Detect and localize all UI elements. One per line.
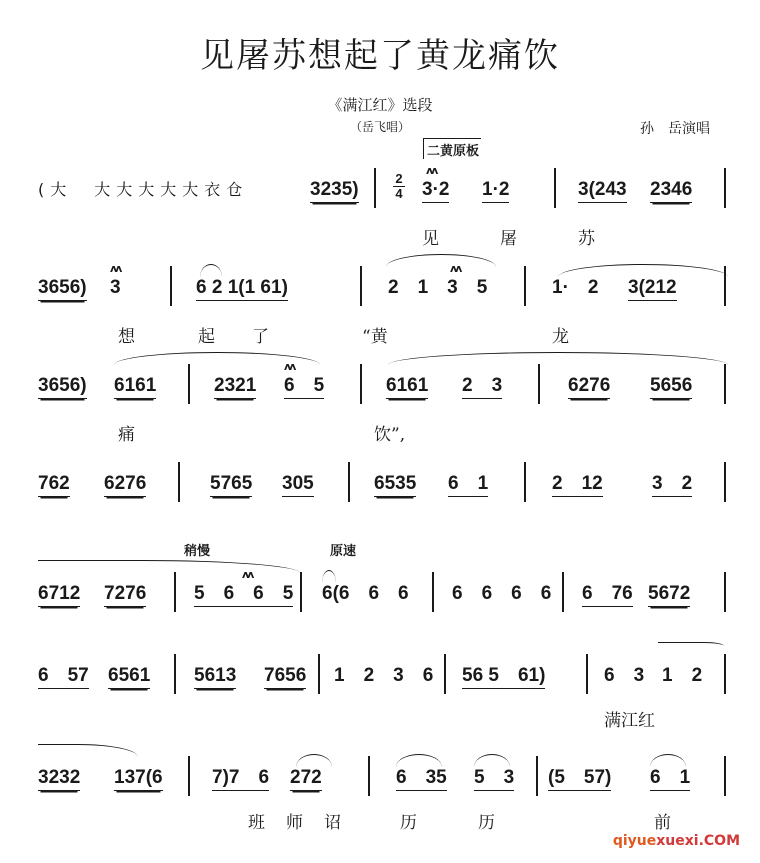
note-group: (5 57) <box>548 766 611 791</box>
bar-line <box>188 756 190 796</box>
note-group: 6712 <box>38 582 80 607</box>
note-group: 56 5 61) <box>462 664 545 689</box>
bar-line <box>368 756 370 796</box>
slur-mark <box>386 254 496 267</box>
bar-line <box>188 364 190 404</box>
note-group: 6 5 <box>284 374 324 399</box>
lyric-char: 历 <box>400 813 417 833</box>
watermark: qiyuexuexi.COM <box>612 833 740 849</box>
note-group: 6 6 6 6 <box>452 583 552 604</box>
bar-line <box>318 654 320 694</box>
performer-credit: 孙 岳演唱 <box>640 121 710 137</box>
note-group: 6276 <box>104 472 146 497</box>
lyric-char: 龙 <box>552 327 569 347</box>
note-group: 3232 <box>38 766 80 791</box>
note-group: 3(243 <box>578 178 627 203</box>
singer-note: （岳飞唱） <box>349 120 410 134</box>
bar-line <box>360 266 362 306</box>
slur-mark <box>388 352 728 365</box>
note-group: 6 3 <box>604 665 645 686</box>
notes-row <box>38 472 728 512</box>
page-title: 见屠苏想起了黄龙痛饮 <box>200 36 560 76</box>
lyrics-row <box>38 706 728 736</box>
notes-row <box>38 164 728 218</box>
lyric-char: 饮”, <box>374 425 406 445</box>
note-group: 5765 <box>210 472 252 497</box>
lyric-char: 痛 <box>118 425 135 445</box>
note-group: 6535 <box>374 472 416 497</box>
note-group: 137(6 <box>114 766 163 791</box>
lyric-char: 前 <box>654 813 671 833</box>
note-group: 2 12 <box>552 472 603 497</box>
lyric-char: 历 <box>478 813 495 833</box>
bar-line <box>724 756 726 796</box>
bar-line <box>586 654 588 694</box>
lyric-char: 苏 <box>578 229 595 249</box>
bar-line <box>554 168 556 208</box>
note-group: 3235) <box>310 178 359 203</box>
music-system-3 <box>38 360 728 450</box>
note-group: 2 3 <box>462 374 502 399</box>
note-group: 7)7 6 <box>212 766 269 791</box>
music-system-1 <box>38 164 728 254</box>
note-group: 6 1 <box>650 766 690 791</box>
note-group: 5 3 <box>474 766 514 791</box>
ornament-mark: ʌʌ <box>426 164 437 177</box>
subtitle: 《满江红》选段 <box>327 96 433 114</box>
slur-mark <box>658 642 724 655</box>
bar-line <box>360 364 362 404</box>
time-signature: 2 4 <box>393 172 405 201</box>
bar-line <box>524 266 526 306</box>
tempo-mark-slow: 稍慢 <box>184 544 211 559</box>
note-group: 3656) <box>38 276 87 301</box>
slur-mark <box>38 560 300 573</box>
tempo-mark-original: 原速 <box>330 544 357 559</box>
note-group: 3 <box>110 277 121 298</box>
note-group: 7656 <box>264 664 306 689</box>
ornament-mark: ʌʌ <box>242 568 253 581</box>
lyrics-row <box>38 322 728 352</box>
note-group: 2321 <box>214 374 256 399</box>
bar-line <box>724 266 726 306</box>
note-group: 3(212 <box>628 276 677 301</box>
note-group: 6 1 <box>448 472 488 497</box>
lyric-char: 班 <box>248 813 265 833</box>
notes-row <box>38 262 728 316</box>
bar-line <box>724 168 726 208</box>
bar-line <box>724 364 726 404</box>
note-group: 3 2 <box>652 472 692 497</box>
lyric-char: “黄 <box>362 327 388 347</box>
bar-line <box>432 572 434 612</box>
bar-line <box>300 572 302 612</box>
bar-line <box>348 462 350 502</box>
music-system-7 <box>38 766 728 838</box>
bar-line <box>724 462 726 502</box>
note-group: 5 6 6 5 <box>194 582 293 607</box>
note-group: 1· 2 <box>552 277 599 298</box>
music-system-4 <box>38 472 728 512</box>
lyric-char: 满江红 <box>604 711 655 731</box>
slur-mark <box>38 744 138 757</box>
notes-row <box>38 766 728 806</box>
note-group: 6 2 1(1 61) <box>196 276 288 301</box>
bar-line <box>174 654 176 694</box>
note-group: 1·2 <box>482 178 509 203</box>
bar-line <box>524 462 526 502</box>
lyrics-row <box>38 420 728 450</box>
ornament-mark: ʌʌ <box>450 262 461 275</box>
bar-line <box>536 756 538 796</box>
music-system-5 <box>38 544 728 622</box>
notes-row <box>38 664 728 704</box>
lyric-char: 见 <box>422 229 439 249</box>
note-group: 2346 <box>650 178 692 203</box>
ornament-mark: ʌʌ <box>110 262 121 275</box>
note-group: 5672 <box>648 582 690 607</box>
ornament-mark: ʌʌ <box>284 360 295 373</box>
note-group: 2 1 3 5 <box>388 277 488 298</box>
note-group: 6 35 <box>396 766 447 791</box>
bar-line <box>374 168 376 208</box>
bar-line <box>538 364 540 404</box>
note-group: 6161 <box>114 374 156 399</box>
note-group: 6 57 <box>38 664 89 689</box>
intro-percussion: (大 大大大大大衣仓 <box>38 180 249 199</box>
note-group: 3656) <box>38 374 87 399</box>
bar-line <box>170 266 172 306</box>
notes-row <box>38 568 728 622</box>
note-group: 7276 <box>104 582 146 607</box>
note-group: 6(6 6 6 <box>322 583 409 604</box>
note-group: 1 2 <box>662 665 703 686</box>
bar-line <box>724 654 726 694</box>
lyric-char: 师 <box>286 813 303 833</box>
note-group: 5656 <box>650 374 692 399</box>
note-group: 6276 <box>568 374 610 399</box>
note-group: 6161 <box>386 374 428 399</box>
note-group: 1 2 3 6 <box>334 665 434 686</box>
music-system-2 <box>38 262 728 352</box>
bar-line <box>444 654 446 694</box>
note-group: 6 76 <box>582 582 633 607</box>
mode-label: 二黄原板 <box>423 138 481 159</box>
bar-line <box>178 462 180 502</box>
note-group: 6561 <box>108 664 150 689</box>
lyric-char: 想 <box>118 327 135 347</box>
note-group: 5613 <box>194 664 236 689</box>
notes-row <box>38 360 728 414</box>
note-group: 762 <box>38 472 70 497</box>
lyric-char: 了 <box>252 327 269 347</box>
note-group: 305 <box>282 472 314 497</box>
bar-line <box>174 572 176 612</box>
lyric-char: 起 <box>198 327 215 347</box>
lyric-char: 诏 <box>324 813 341 833</box>
note-group: 3·2 <box>422 178 449 203</box>
lyrics-row <box>38 224 728 254</box>
note-group: 272 <box>290 766 322 791</box>
bar-line <box>724 572 726 612</box>
music-system-6 <box>38 664 728 736</box>
lyric-char: 屠 <box>500 229 517 249</box>
bar-line <box>562 572 564 612</box>
